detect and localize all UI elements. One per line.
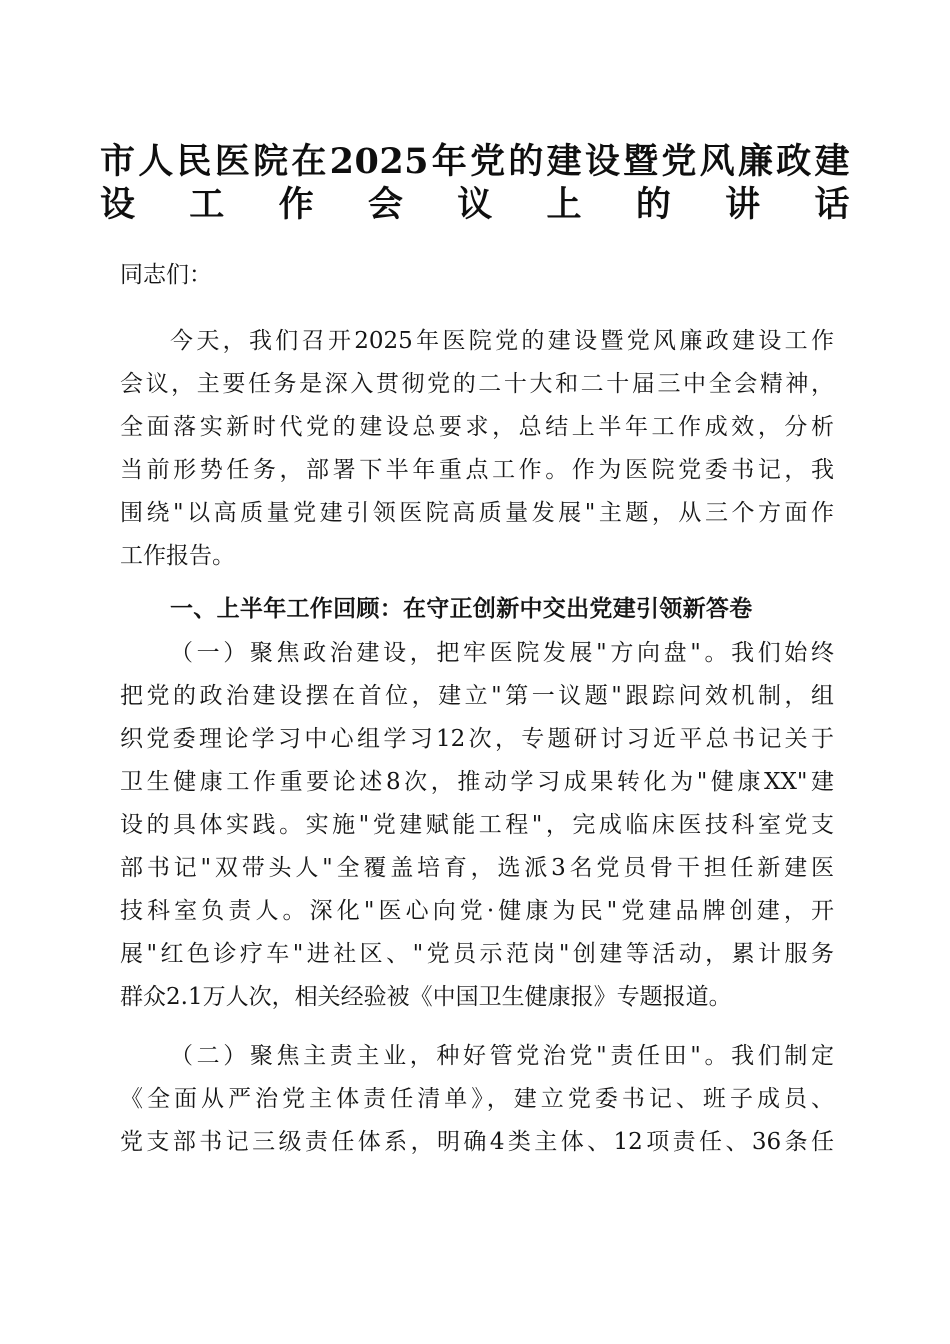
paragraph-line: 今天，我们召开2025年医院党的建设暨党风廉政建设工作 bbox=[170, 328, 834, 354]
heading-line: 一、上半年工作回顾：在守正创新中交出党建引领新答卷 bbox=[170, 596, 753, 622]
paragraph-political-building bbox=[120, 632, 834, 1019]
paragraph-line: （二）聚焦主责主业，种好管党治党"责任田"。我们制定 bbox=[170, 1043, 834, 1069]
paragraph-line: 技科室负责人。深化"医心向党·健康为民"党建品牌创建，开 bbox=[120, 898, 834, 924]
paragraph-line: 党支部书记三级责任体系，明确4类主体、12项责任、36条任 bbox=[120, 1129, 834, 1155]
paragraph-line: 部书记"双带头人"全覆盖培育，选派3名党员骨干担任新建医 bbox=[120, 855, 834, 881]
section-heading bbox=[120, 588, 834, 631]
salutation: 同志们： bbox=[120, 262, 212, 288]
paragraph-line: 会议，主要任务是深入贯彻党的二十大和二十届三中全会精神， bbox=[120, 371, 834, 397]
paragraph-line: 群众2.1万人次，相关经验被《中国卫生健康报》专题报道。 bbox=[120, 984, 732, 1010]
paragraph-line: 设的具体实践。实施"党建赋能工程"，完成临床医技科室党支 bbox=[120, 812, 834, 838]
paragraph-line: 卫生健康工作重要论述8次，推动学习成果转化为"健康XX"建 bbox=[120, 769, 834, 795]
paragraph-responsibility bbox=[120, 1035, 834, 1164]
paragraph-line: 当前形势任务，部署下半年重点工作。作为医院党委书记，我 bbox=[120, 457, 834, 483]
document-title bbox=[100, 136, 850, 225]
paragraph-intro bbox=[120, 320, 834, 578]
title-line: 市人民医院在2025年党的建设暨党风廉政建 bbox=[100, 141, 850, 182]
paragraph-line: 工作报告。 bbox=[120, 543, 235, 569]
paragraph-line: 织党委理论学习中心组学习12次，专题研讨习近平总书记关于 bbox=[120, 726, 834, 752]
paragraph-line: 围绕"以高质量党建引领医院高质量发展"主题，从三个方面作 bbox=[120, 500, 834, 526]
title-line: 设工作会议上的讲话 bbox=[100, 184, 850, 225]
paragraph-line: 全面落实新时代党的建设总要求，总结上半年工作成效，分析 bbox=[120, 414, 834, 440]
paragraph-line: （一）聚焦政治建设，把牢医院发展"方向盘"。我们始终 bbox=[170, 640, 834, 666]
paragraph-line: 展"红色诊疗车"进社区、"党员示范岗"创建等活动，累计服务 bbox=[120, 941, 834, 967]
paragraph-line: 《全面从严治党主体责任清单》，建立党委书记、班子成员、 bbox=[120, 1086, 834, 1112]
paragraph-line: 把党的政治建设摆在首位，建立"第一议题"跟踪问效机制，组 bbox=[120, 683, 834, 709]
